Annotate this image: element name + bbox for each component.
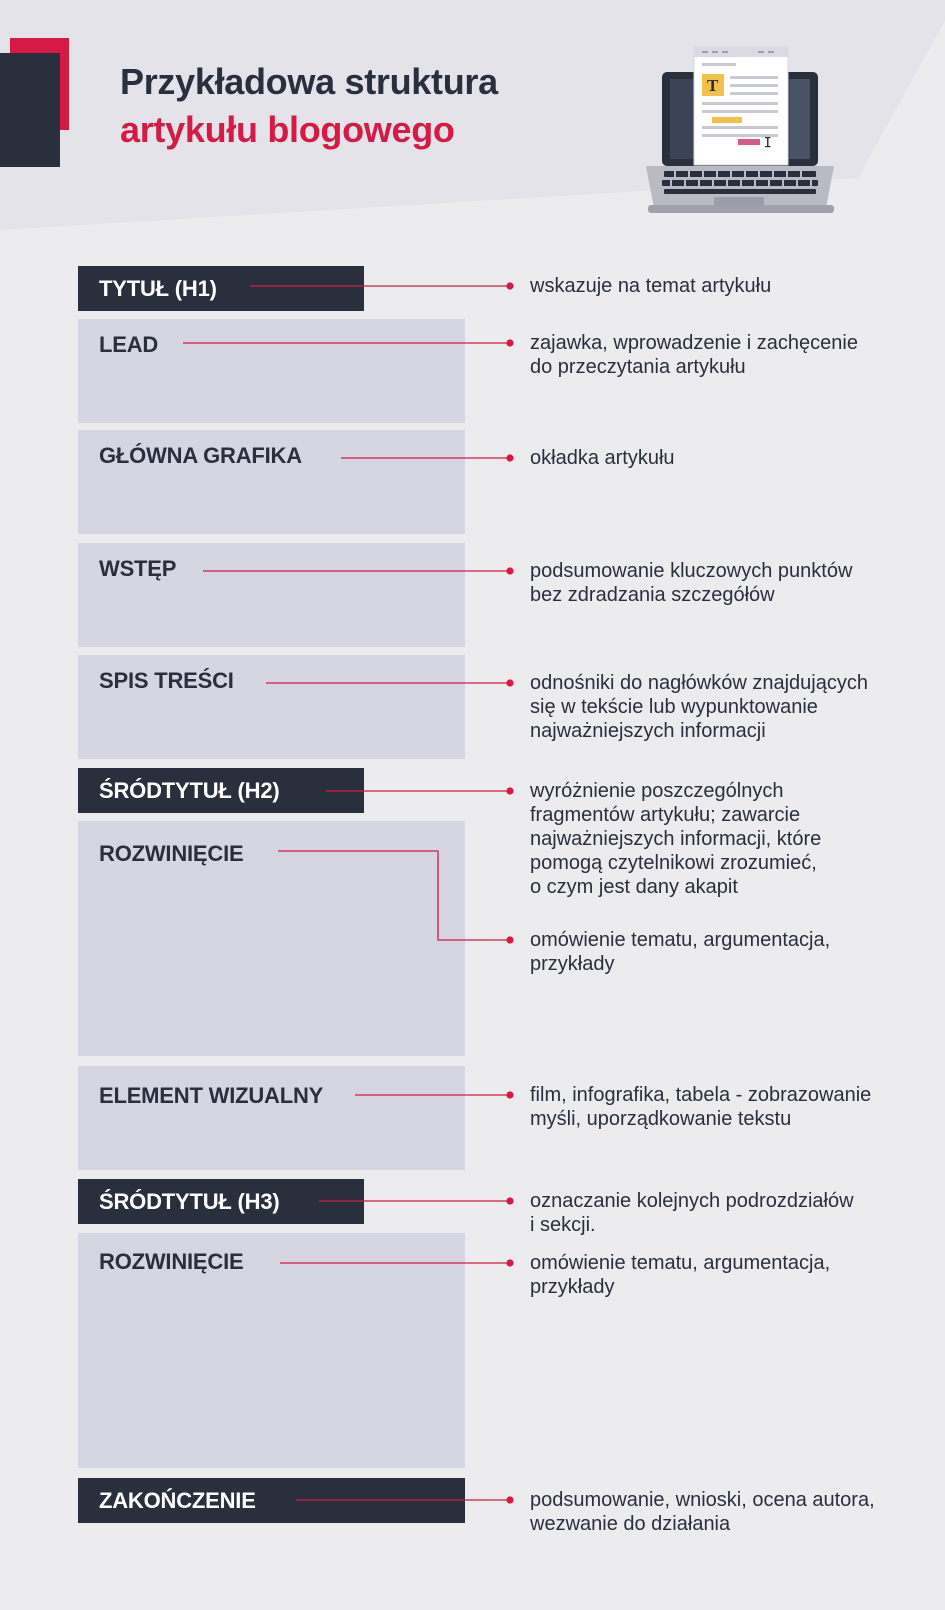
- block-label: ROZWINIĘCIE: [99, 841, 244, 866]
- block-label: WSTĘP: [99, 556, 177, 581]
- desc-subtitle-h2: wyróżnienie poszczególnych fragmentów artykułu; zawarcie najważniejszych informacji, które pomogą czytelnikowi zrozumieć, o czym jest dany akapit: [530, 780, 822, 898]
- desc-body-1: omówienie tematu, argumentacja, przykłady: [530, 929, 831, 975]
- desc-intro: podsumowanie kluczowych punktów bez zdradzania szczegółów: [530, 560, 853, 606]
- page-title: [120, 58, 498, 154]
- block-body-1: [78, 821, 465, 1056]
- block-table-of-contents: [78, 655, 465, 759]
- connector-dot: [506, 1496, 513, 1503]
- block-conclusion: [78, 1478, 465, 1523]
- desc-visual-element: film, infografika, tabela - zobrazowanie myśli, uporządkowanie tekstu: [530, 1084, 872, 1130]
- connector-dot: [506, 454, 513, 461]
- connector-dot: [506, 679, 513, 686]
- desc-lead: zajawka, wprowadzenie i zachęcenie do przeczytania artykułu: [530, 332, 858, 378]
- desc-subtitle-h3: oznaczanie kolejnych podrozdziałów i sekcji.: [530, 1190, 854, 1236]
- block-label: ELEMENT WIZUALNY: [99, 1083, 324, 1108]
- block-label: GŁÓWNA GRAFIKA: [99, 443, 302, 468]
- svg-text:T: T: [707, 76, 719, 95]
- block-intro: [78, 543, 465, 647]
- block-label: SPIS TREŚCI: [99, 668, 234, 693]
- connector-dot: [506, 787, 513, 794]
- block-label: TYTUŁ (H1): [99, 275, 217, 301]
- block-label: ZAKOŃCZENIE: [99, 1487, 256, 1513]
- desc-title-h1: wskazuje na temat artykułu: [530, 275, 772, 297]
- block-subtitle-h2: [78, 768, 364, 813]
- block-label: LEAD: [99, 332, 159, 357]
- page-title-line-1: Przykładowa struktura: [120, 61, 498, 102]
- desc-table-of-contents: odnośniki do nagłówków znajdujących się w tekście lub wypunktowanie najważniejszych informacji: [530, 672, 868, 742]
- block-label: ROZWINIĘCIE: [99, 1249, 244, 1274]
- decor-dark-square: [0, 53, 60, 167]
- block-label: ŚRÓDTYTUŁ (H3): [99, 1188, 280, 1214]
- desc-body-2: omówienie tematu, argumentacja, przykłady: [530, 1252, 831, 1298]
- connector-dot: [506, 1091, 513, 1098]
- connector-dot: [506, 567, 513, 574]
- desc-main-graphic: okładka artykułu: [530, 447, 675, 469]
- connector-dot: [506, 1197, 513, 1204]
- block-subtitle-h3: [78, 1179, 364, 1224]
- connector-dot: [506, 1259, 513, 1266]
- connector-dot: [506, 936, 513, 943]
- block-body-2: [78, 1233, 465, 1468]
- desc-conclusion: podsumowanie, wnioski, ocena autora, wezwanie do działania: [530, 1489, 875, 1535]
- page-title-line-2: artykułu blogowego: [120, 109, 455, 150]
- block-main-graphic: [78, 430, 465, 534]
- connector-dot: [506, 339, 513, 346]
- laptop-document-icon: [640, 40, 840, 220]
- connector-dot: [506, 282, 513, 289]
- block-label: ŚRÓDTYTUŁ (H2): [99, 777, 280, 803]
- block-lead: [78, 319, 465, 423]
- block-visual-element: [78, 1066, 465, 1170]
- block-title-h1: [78, 266, 364, 311]
